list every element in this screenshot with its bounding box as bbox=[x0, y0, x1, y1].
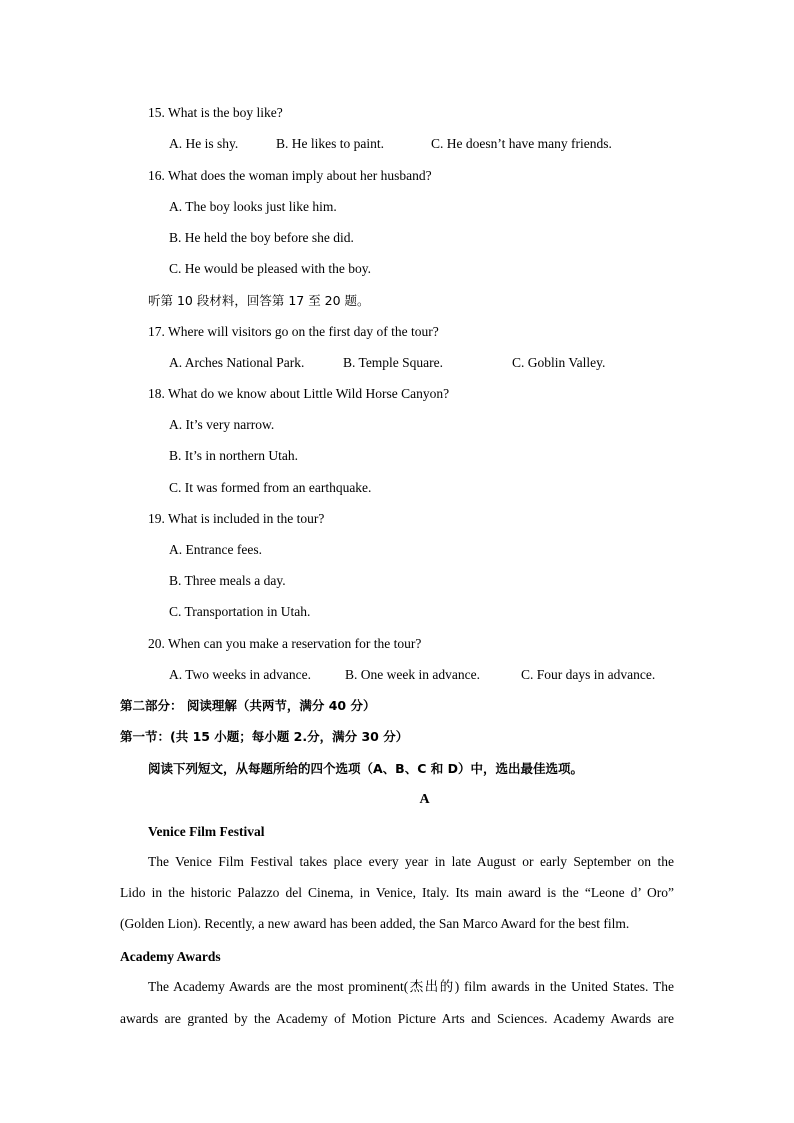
listening-section-note: 听第 10 段材料，回答第 17 至 20 题。 bbox=[148, 293, 370, 308]
q15-option-c: C. He doesn’t have many friends. bbox=[431, 136, 612, 151]
q16-option-b: B. He held the boy before she did. bbox=[169, 230, 354, 245]
q18-option-b: B. It’s in northern Utah. bbox=[169, 448, 298, 463]
reading-instruction: 阅读下列短文，从每题所给的四个选项（A、B、C 和 D）中，选出最佳选项。 bbox=[148, 761, 583, 776]
q15-option-a: A. He is shy. bbox=[169, 136, 239, 151]
academy-line-1: The Academy Awards are the most prominent(杰出的) film awards in the United States. The bbox=[148, 979, 674, 994]
q19-option-a: A. Entrance fees. bbox=[169, 542, 262, 557]
q17-option-a: A. Arches National Park. bbox=[169, 355, 305, 370]
question-19-stem: 19. What is included in the tour? bbox=[148, 511, 325, 526]
q20-option-a: A. Two weeks in advance. bbox=[169, 667, 312, 682]
q18-option-c: C. It was formed from an earthquake. bbox=[169, 480, 372, 495]
part2-heading: 第二部分： 阅读理解（共两节，满分 40 分） bbox=[120, 698, 376, 713]
q15-option-b: B. He likes to paint. bbox=[276, 136, 384, 151]
question-20-options bbox=[0, 667, 794, 683]
q16-option-c: C. He would be pleased with the boy. bbox=[169, 261, 371, 276]
question-15-options bbox=[0, 136, 794, 152]
q18-option-a: A. It’s very narrow. bbox=[169, 417, 275, 432]
venice-title: Venice Film Festival bbox=[148, 824, 265, 839]
question-20-stem: 20. When can you make a reservation for the tour? bbox=[148, 636, 422, 651]
q19-option-b: B. Three meals a day. bbox=[169, 573, 286, 588]
q20-option-b: B. One week in advance. bbox=[345, 667, 480, 682]
venice-line-2: Lido in the historic Palazzo del Cinema, in Venice, Italy. Its main award is the “Leone d’ Oro” bbox=[120, 885, 674, 900]
passage-letter: A bbox=[419, 792, 430, 807]
venice-line-3: (Golden Lion). Recently, a new award has been added, the San Marco Award for the best film. bbox=[120, 916, 630, 931]
question-17-stem: 17. Where will visitors go on the first day of the tour? bbox=[148, 324, 439, 339]
question-16-stem: 16. What does the woman imply about her husband? bbox=[148, 168, 432, 183]
question-17-options bbox=[0, 355, 794, 371]
question-15-stem: 15. What is the boy like? bbox=[148, 105, 283, 120]
question-18-stem: 18. What do we know about Little Wild Horse Canyon? bbox=[148, 386, 450, 401]
q17-option-c: C. Goblin Valley. bbox=[512, 355, 606, 370]
venice-line-1: The Venice Film Festival takes place every year in late August or early September on the bbox=[148, 854, 674, 869]
q17-option-b: B. Temple Square. bbox=[343, 355, 444, 370]
academy-line-2: awards are granted by the Academy of Motion Picture Arts and Sciences. Academy Awards are bbox=[120, 1011, 674, 1026]
q19-option-c: C. Transportation in Utah. bbox=[169, 604, 311, 619]
q16-option-a: A. The boy looks just like him. bbox=[169, 199, 337, 214]
academy-title: Academy Awards bbox=[120, 949, 221, 964]
q20-option-c: C. Four days in advance. bbox=[521, 667, 656, 682]
part2-section1-heading: 第一节：(共 15 小题；每小题 2.分，满分 30 分） bbox=[120, 729, 409, 744]
